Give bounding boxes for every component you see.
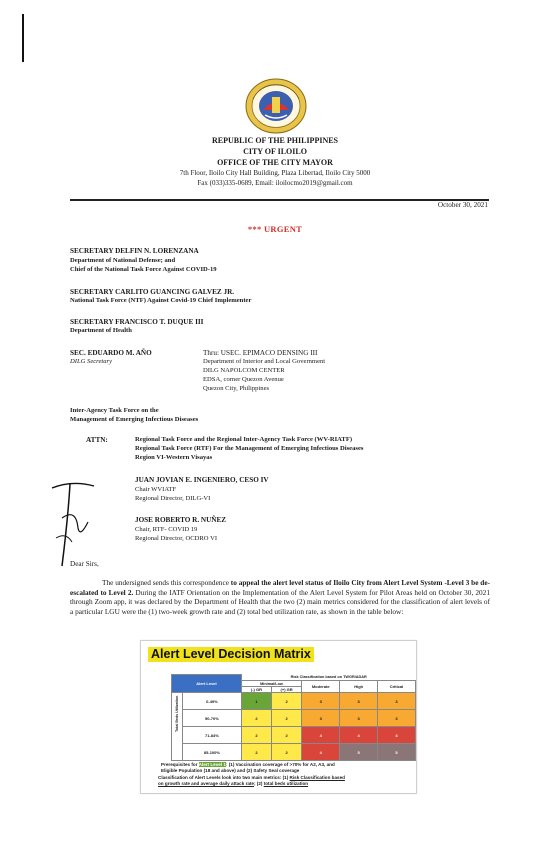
letter-date: October 30, 2021: [437, 201, 488, 209]
iatf-line: Inter-Agency Task Force on the: [70, 407, 159, 414]
attn-line: Regional Task Force and the Regional Inter-Agency Task Force (WV-RIATF): [135, 436, 353, 443]
attn-title: Chair WVIATF: [135, 486, 177, 493]
row-label: 85-100%: [183, 744, 242, 761]
attn-name: JOSE ROBERTO R. NUÑEZ: [135, 516, 227, 524]
addressee-title: DILG Secretary: [70, 358, 113, 365]
handwritten-signature: [42, 478, 98, 570]
attn-line: Regional Task Force (RTF) For the Management of Emerging Infectious Diseases: [135, 445, 364, 452]
salutation: Dear Sirs,: [70, 560, 99, 568]
addressee-line: Department of Health: [70, 327, 132, 334]
matrix-cell: 2: [241, 710, 271, 727]
row-label: 0-49%: [183, 693, 242, 710]
matrix-cell: 4: [340, 727, 378, 744]
prerequisites-note-cont: Eligible Population (18 and above) and (2) Safety Seal coverage: [161, 768, 300, 773]
row-label: 71-84%: [183, 727, 242, 744]
matrix-cell: 3: [378, 710, 416, 727]
republic-line: REPUBLIC OF THE PHILIPPINES: [211, 136, 339, 145]
row-label: 50-70%: [183, 710, 242, 727]
matrix-cell: 2: [272, 693, 302, 710]
matrix-cell: 2: [272, 710, 302, 727]
decision-matrix-table: [171, 674, 416, 761]
attn-line: Region VI-Western Visayas: [135, 454, 213, 461]
matrix-cell: 5: [340, 744, 378, 761]
matrix-cell: 5: [378, 744, 416, 761]
addressee-line: Chief of the National Task Force Against COVID-19: [70, 266, 217, 273]
matrix-cell: 4: [378, 727, 416, 744]
addressee-line: Department of National Defense; and: [70, 257, 176, 264]
minimal-low-header: Minimal/Low: [241, 681, 301, 687]
thru-line: EDSA, corner Quezon Avenue: [203, 376, 284, 383]
margin-mark: [22, 14, 24, 62]
matrix-cell: 3: [340, 693, 378, 710]
thru-line: Department of Interior and Local Government: [203, 358, 326, 365]
matrix-cell: 3: [340, 710, 378, 727]
matrix-title: Alert Level Decision Matrix: [148, 647, 314, 662]
alert-level-decision-matrix: [140, 640, 417, 794]
matrix-cell: 4: [302, 727, 340, 744]
iatf-line: Management of Emerging Infectious Diseases: [70, 416, 199, 423]
attn-label: ATTN:: [86, 436, 108, 444]
side-label: Total Beds Utilization: [175, 695, 179, 732]
city-line: CITY OF ILOILO: [243, 147, 307, 156]
header-high: High: [340, 681, 378, 693]
addressee-name: SECRETARY DELFIN N. LORENZANA: [70, 247, 199, 255]
thru-label: Thru: USEC. EPIMACO DENSING III: [203, 349, 318, 357]
addressee-name: SECRETARY FRANCISCO T. DUQUE III: [70, 318, 204, 326]
prerequisites-note: Prerequisites for Alert Level 1: (1) Vaccination coverage of >70% for A2, A3, and: [161, 762, 335, 767]
thru-line: DILG NAPOLCOM CENTER: [203, 367, 285, 374]
classification-note: Classification of Alert Levels look into two main metrics: (1) Risk Classification based: [158, 775, 345, 780]
matrix-cell: 2: [272, 744, 302, 761]
header-critical: Critical: [378, 681, 416, 693]
address-line: 7th Floor, Iloilo City Hall Building, Plaza Libertad, Iloilo City 5000: [179, 169, 371, 177]
attn-title: Chair, RTF- COVID 19: [135, 526, 198, 533]
header-neg-gr: (-) GR: [241, 687, 271, 693]
header-alert-level: Alert Level: [172, 675, 242, 693]
attn-title: Regional Director, DILG-VI: [135, 495, 211, 502]
matrix-cell: 1: [241, 693, 271, 710]
attn-title: Regional Director, OCDRO VI: [135, 535, 218, 542]
contact-line: Fax (033)335-0689, Email: iloilocmo2019@gmail.com: [197, 179, 353, 187]
attn-name: JUAN JOVIAN E. INGENIERO, CESO IV: [135, 476, 269, 484]
matrix-cell: 2: [272, 727, 302, 744]
matrix-cell: 2: [241, 727, 271, 744]
urgent-label: *** URGENT: [247, 224, 303, 234]
header-moderate: Moderate: [302, 681, 340, 693]
matrix-cell: 3: [378, 693, 416, 710]
addressee-name: SECRETARY CARLITO GUANCING GALVEZ JR.: [70, 288, 235, 296]
header-pos-gr: (+) GR: [272, 687, 302, 693]
risk-header: Risk Classification based on TWGR/ADAR: [241, 675, 415, 681]
classification-note-cont: on growth rate and average daily attack rate; (2) total beds utilization: [158, 781, 309, 786]
office-line: OFFICE OF THE CITY MAYOR: [217, 158, 333, 167]
addressee-line: National Task Force (NTF) Against Covid-19 Chief Implementer: [70, 297, 252, 304]
addressee-name: SEC. EDUARDO M. AÑO: [70, 349, 152, 357]
matrix-cell: 3: [302, 693, 340, 710]
city-seal-logo: [243, 77, 309, 135]
thru-line: Quezon City, Philippines: [203, 385, 270, 392]
matrix-cell: 2: [241, 744, 271, 761]
matrix-cell: 4: [302, 744, 340, 761]
matrix-cell: 3: [302, 710, 340, 727]
body-paragraph: The undersigned sends this correspondence to appeal the alert level status of Iloilo City from Alert Level System -Level 3 be de-escalated to Level 2. During the IATF Orientation on the Implementation of the Alert Level System for Pilot Areas held on October 30, 2021 through Zoom app, it was declared by the Department of Health that the two (2) main metrics considered for the classification of alert levels of a particular LGU were the (1) two-week growth rate and (2) total bed utilization rate, as shown in the table below:: [70, 578, 491, 616]
